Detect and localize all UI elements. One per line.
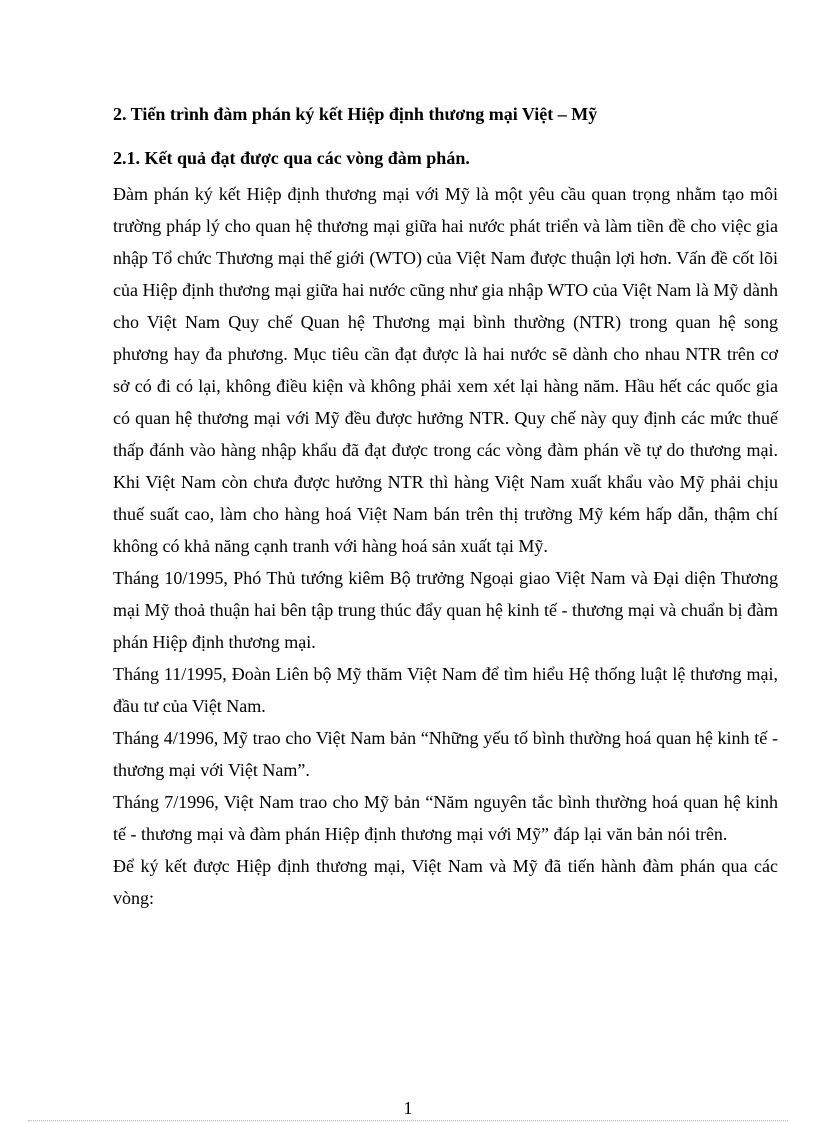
- footer-divider: [28, 1120, 788, 1121]
- paragraph-apr-1996: Tháng 4/1996, Mỹ trao cho Việt Nam bản “Những yếu tố bình thường hoá quan hệ kinh tế - thương mại với Việt Nam”.: [113, 728, 778, 780]
- paragraph-jul-1996: Tháng 7/1996, Việt Nam trao cho Mỹ bản “Năm nguyên tắc bình thường hoá quan hệ kinh tế - thương mại và đàm phán Hiệp định thương mại với Mỹ” đáp lại văn bản nói trên.: [113, 792, 778, 844]
- paragraph-intro: Đàm phán ký kết Hiệp định thương mại với Mỹ là một yêu cầu quan trọng nhằm tạo môi trường pháp lý cho quan hệ thương mại giữa hai nước phát triển và làm tiền đề cho việc gia nhập Tổ chức Thương mại thế giới (WTO) của Việt Nam được thuận lợi hơn. Vấn đề cốt lõi của Hiệp định thương mại giữa hai nước cũng như gia nhập WTO của Việt Nam là Mỹ dành cho Việt Nam Quy chế Quan hệ Thương mại bình thường (NTR) trong quan hệ song phương hay đa phương. Mục tiêu cần đạt được là hai nước sẽ dành cho nhau NTR trên cơ sở có đi có lại, không điều kiện và không phải xem xét lại hàng năm. Hầu hết các quốc gia có quan hệ thương mại với Mỹ đều được hưởng NTR. Quy chế này quy định các mức thuế thấp đánh vào hàng nhập khẩu đã đạt được trong các vòng đàm phán về tự do thương mại. Khi Việt Nam còn chưa được hưởng NTR thì hàng Việt Nam xuất khẩu vào Mỹ phải chịu thuế suất cao, làm cho hàng hoá Việt Nam bán trên thị trường Mỹ kém hấp dẫn, thậm chí không có khả năng cạnh tranh với hàng hoá sản xuất tại Mỹ.: [113, 184, 778, 556]
- document-body: [113, 98, 778, 914]
- subsection-heading: 2.1. Kết quả đạt được qua các vòng đàm phán.: [113, 148, 470, 168]
- section-heading: 2. Tiến trình đàm phán ký kết Hiệp định thương mại Việt – Mỹ: [113, 104, 598, 124]
- page-number: 1: [403, 1098, 413, 1118]
- paragraph-negotiation-rounds: Để ký kết được Hiệp định thương mại, Việt Nam và Mỹ đã tiến hành đàm phán qua các vòng:: [113, 856, 778, 908]
- paragraph-oct-1995: Tháng 10/1995, Phó Thủ tướng kiêm Bộ trưởng Ngoại giao Việt Nam và Đại diện Thương mại Mỹ thoả thuận hai bên tập trung thúc đẩy quan hệ kinh tế - thương mại và chuẩn bị đàm phán Hiệp định thương mại.: [113, 568, 778, 652]
- paragraph-nov-1995: Tháng 11/1995, Đoàn Liên bộ Mỹ thăm Việt Nam để tìm hiểu Hệ thống luật lệ thương mại, đầu tư của Việt Nam.: [113, 664, 778, 716]
